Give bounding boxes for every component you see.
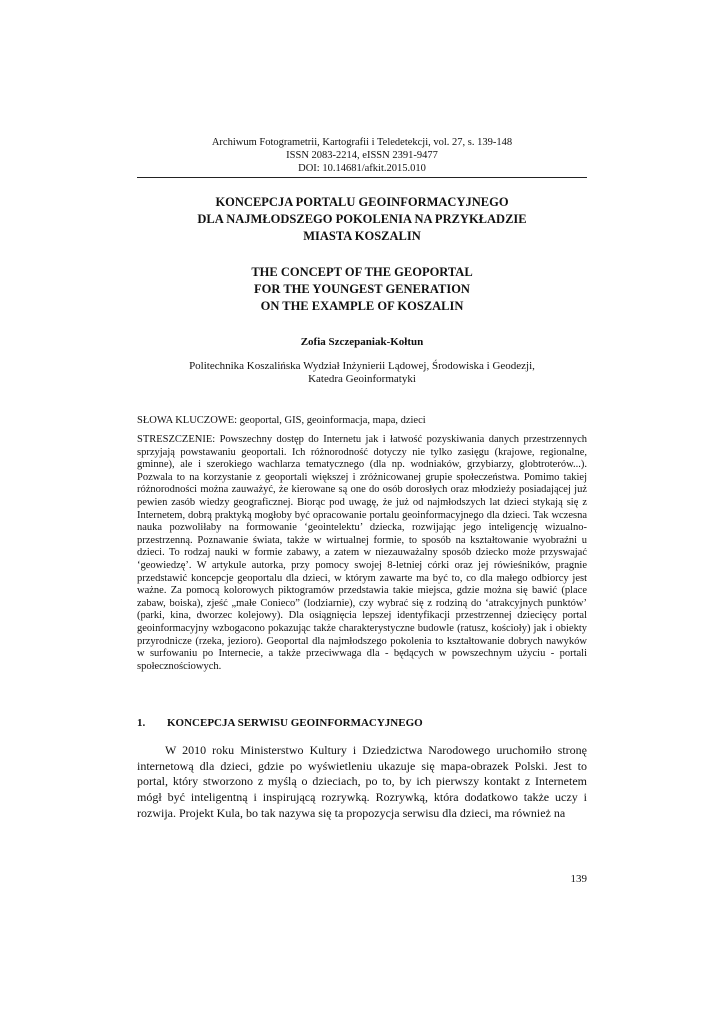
page-number: 139 — [570, 873, 587, 885]
affiliation-line-2: Katedra Geoinformatyki — [308, 373, 416, 385]
section-title: KONCEPCJA SERWISU GEOINFORMACYJNEGO — [167, 717, 423, 729]
section-heading — [137, 717, 587, 729]
doi-line: DOI: 10.14681/afkit.2015.010 — [298, 163, 426, 174]
header-divider — [137, 177, 587, 178]
title-english-line-1: THE CONCEPT OF THE GEOPORTAL — [251, 265, 473, 279]
title-english-line-2: FOR THE YOUNGEST GENERATION — [254, 282, 470, 296]
title-polish-line-2: DLA NAJMŁODSZEGO POKOLENIA NA PRZYKŁADZIE — [197, 212, 527, 226]
journal-citation: Archiwum Fotogrametrii, Kartografii i Teledetekcji, vol. 27, s. 139-148 — [211, 137, 513, 148]
journal-header — [137, 136, 587, 175]
issn-line: ISSN 2083-2214, eISSN 2391-9477 — [286, 150, 438, 161]
title-polish-line-1: KONCEPCJA PORTALU GEOINFORMACYJNEGO — [215, 195, 509, 209]
title-polish — [137, 194, 587, 245]
author-affiliation — [137, 360, 587, 386]
body-paragraph: W 2010 roku Ministerstwo Kultury i Dziedzictwa Narodowego uruchomiło stronę internetową dla dzieci, gdzie po wyświetleniu ukazuje się mapa-obrazek Polski. Jest to portal, który stworzono z myślą o dzieciach, po to, by ich pierwszy kontakt z Internetem mógł być inteligentną i inspirującą rozrywką. Rozrywką, która dodatkowo także uczy i rozwija. Projekt Kula, bo tak nazywa się ta propozycja serwisu dla dzieci, ma również na — [137, 743, 587, 820]
abstract: STRESZCZENIE: Powszechny dostęp do Internetu jak i łatwość pozyskiwania danych przestrzennych sprzyjają powstawaniu geoportali. Ich różnorodność dotyczy nie tylko zasięgu (krajowe, regionalne, gminne), ale i szerokiego wachlarza tematycznego (dla np. wodniaków, grzybiarzy, globtroterów...). Pozwala to na korzystanie z geoportali większej i zróżnicowanej grupie społeczeństwa. Pomimo takiej różnorodności można zauważyć, że kierowane są one do osób dorosłych oraz młodzieży posiadającej już pewien zasób wiedzy geograficznej. Biorąc pod uwagę, że już od najmłodszych lat dzieci stykają się z Internetem, dobrą praktyką mogłoby być opracowanie portalu geoinformacyjnego dla dzieci. Tak wczesna nauka pozwoliłaby na formowanie ‘geointelektu’ dziecka, rozwijając jego inteligencję wizualno-przestrzenną. Poznawanie świata, także w wirtualnej formie, to sposób na kształtowanie wyobraźni u dzieci. To rodzaj nauki w formie zabawy, a zatem w niezauważalny sposób dziecko może przyswajać ‘geowiedzę’. W artykule autorka, przy pomocy swojej 8-letniej córki oraz jej rówieśników, pragnie przedstawić koncepcje geoportalu dla dzieci, w którym zawarte ma być to, co dla małego odbiorcy jest ważne. Za pomocą kolorowych piktogramów przedstawia takie miejsca, gdzie można się bawić (place zabaw, boiska), zjeść „małe Conieco” (lodziarnie), czy wybrać się z rodziną do ‘atrakcyjnych punktów’ (parki, kina, dworzec kolejowy). Dla osiągnięcia lepszej identyfikacji przestrzennej dziecięcy portal geoinformacyjny wzbogacono pokazując także charakterystyczne budowle (ratusz, kościoły) jak i obiekty przyrodnicze (rzeka, jezioro). Geoportal dla najmłodszego pokolenia to kształtowanie dobrych nawyków w surfowaniu po Internecie, a także przeciwwaga dla - będących w powszechnym użyciu - portali społecznościowych. — [137, 434, 587, 672]
author-name: Zofia Szczepaniak-Kołtun — [300, 336, 424, 348]
title-polish-line-3: MIASTA KOSZALIN — [303, 229, 421, 243]
section-number: 1. — [137, 717, 146, 729]
title-english-line-3: ON THE EXAMPLE OF KOSZALIN — [260, 299, 464, 313]
keywords: SŁOWA KLUCZOWE: geoportal, GIS, geoinformacja, mapa, dzieci — [137, 415, 426, 426]
title-english — [137, 264, 587, 315]
affiliation-line-1: Politechnika Koszalińska Wydział Inżynierii Lądowej, Środowiska i Geodezji, — [189, 360, 535, 372]
